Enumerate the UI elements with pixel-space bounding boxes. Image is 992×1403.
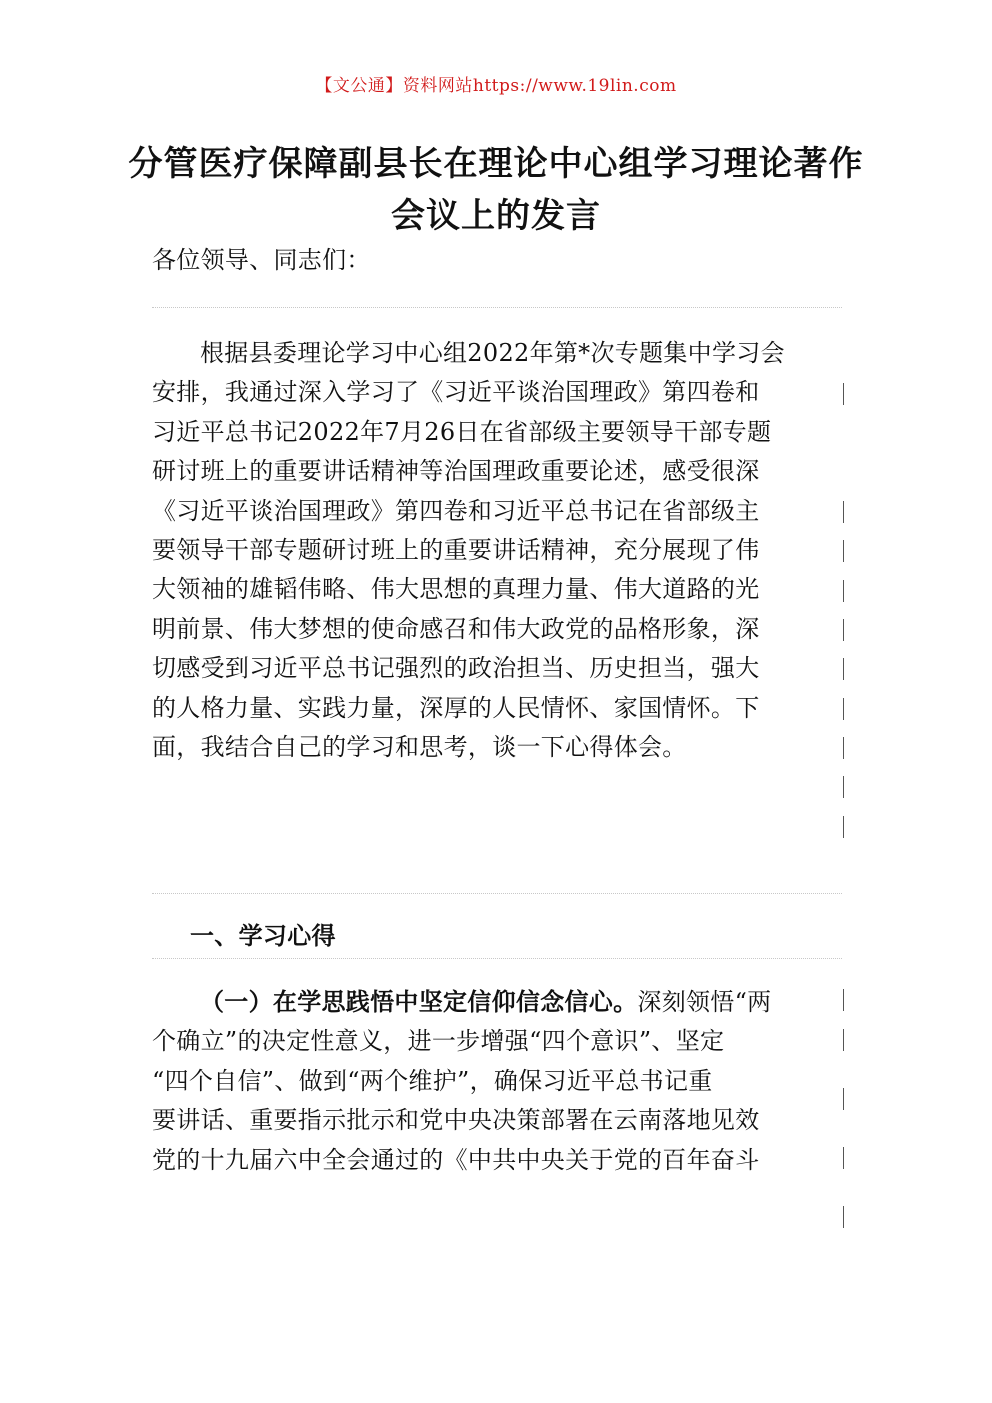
paragraph-line: 习近平总书记2022年7月26日在省部级主要领导干部专题 — [152, 417, 772, 446]
margin-mark — [843, 1088, 844, 1110]
paragraph-line: 明前景、伟大梦想的使命感召和伟大政党的品格形象，深 — [152, 614, 760, 643]
margin-mark — [843, 776, 844, 798]
margin-mark — [843, 737, 844, 759]
margin-mark — [843, 540, 844, 562]
paragraph-line: 研讨班上的重要讲话精神等治国理政重要论述，感受很深 — [152, 457, 760, 486]
margin-mark — [843, 658, 844, 680]
watermark-header: 【文公通】资料网站https://www.19lin.com — [315, 76, 677, 96]
subheading-lead: （一）在学思践悟中坚定信仰信念信心。 — [200, 987, 638, 1016]
paragraph-2 — [152, 982, 842, 1180]
margin-mark — [843, 1147, 844, 1169]
paragraph-line: 面，我结合自己的学习和思考，谈一下心得体会。 — [152, 733, 687, 762]
margin-mark — [843, 816, 844, 838]
margin-mark — [843, 989, 844, 1011]
paragraph-line: 《习近平谈治国理政》第四卷和习近平总书记在省部级主 — [152, 496, 760, 525]
divider — [152, 893, 842, 894]
paragraph-text: 深刻领悟“两 — [637, 988, 772, 1016]
greeting: 各位领导、同志们： — [152, 246, 371, 274]
paragraph-line: 大领袖的雄韬伟略、伟大思想的真理力量、伟大道路的光 — [152, 575, 760, 604]
paragraph-line: 党的十九届六中全会通过的《中共中央关于党的百年奋斗 — [152, 1145, 760, 1174]
paragraph-line: 根据县委理论学习中心组2022年第*次专题集中学习会 — [200, 339, 785, 367]
paragraph-line: 个确立”的决定性意义，进一步增强“四个意识”、坚定 — [152, 1027, 725, 1056]
paragraph-line: “四个自信”、做到“两个维护”，确保习近平总书记重 — [152, 1066, 713, 1095]
paragraph-line: 安排，我通过深入学习了《习近平谈治国理政》第四卷和 — [152, 378, 760, 407]
margin-mark — [843, 1029, 844, 1051]
divider — [152, 958, 842, 959]
paragraph-line: 要领导干部专题研讨班上的重要讲话精神，充分展现了伟 — [152, 536, 760, 565]
paragraph-line: 切感受到习近平总书记强烈的政治担当、历史担当，强大 — [152, 654, 760, 683]
margin-mark — [843, 698, 844, 720]
divider — [152, 307, 842, 308]
paragraph-1 — [152, 334, 842, 767]
margin-mark — [843, 1206, 844, 1228]
margin-mark — [843, 619, 844, 641]
document-title: 分管医疗保障副县长在理论中心组学习理论著作会议上的发言 — [128, 144, 864, 236]
section-heading: 一、学习心得 — [190, 921, 336, 950]
paragraph-line: 要讲话、重要指示批示和党中央决策部署在云南落地见效 — [152, 1106, 760, 1135]
paragraph-line — [152, 982, 842, 1022]
margin-mark — [843, 501, 844, 523]
margin-mark — [843, 383, 844, 405]
paragraph-line: 的人格力量、实践力量，深厚的人民情怀、家国情怀。下 — [152, 693, 760, 722]
margin-mark — [843, 580, 844, 602]
